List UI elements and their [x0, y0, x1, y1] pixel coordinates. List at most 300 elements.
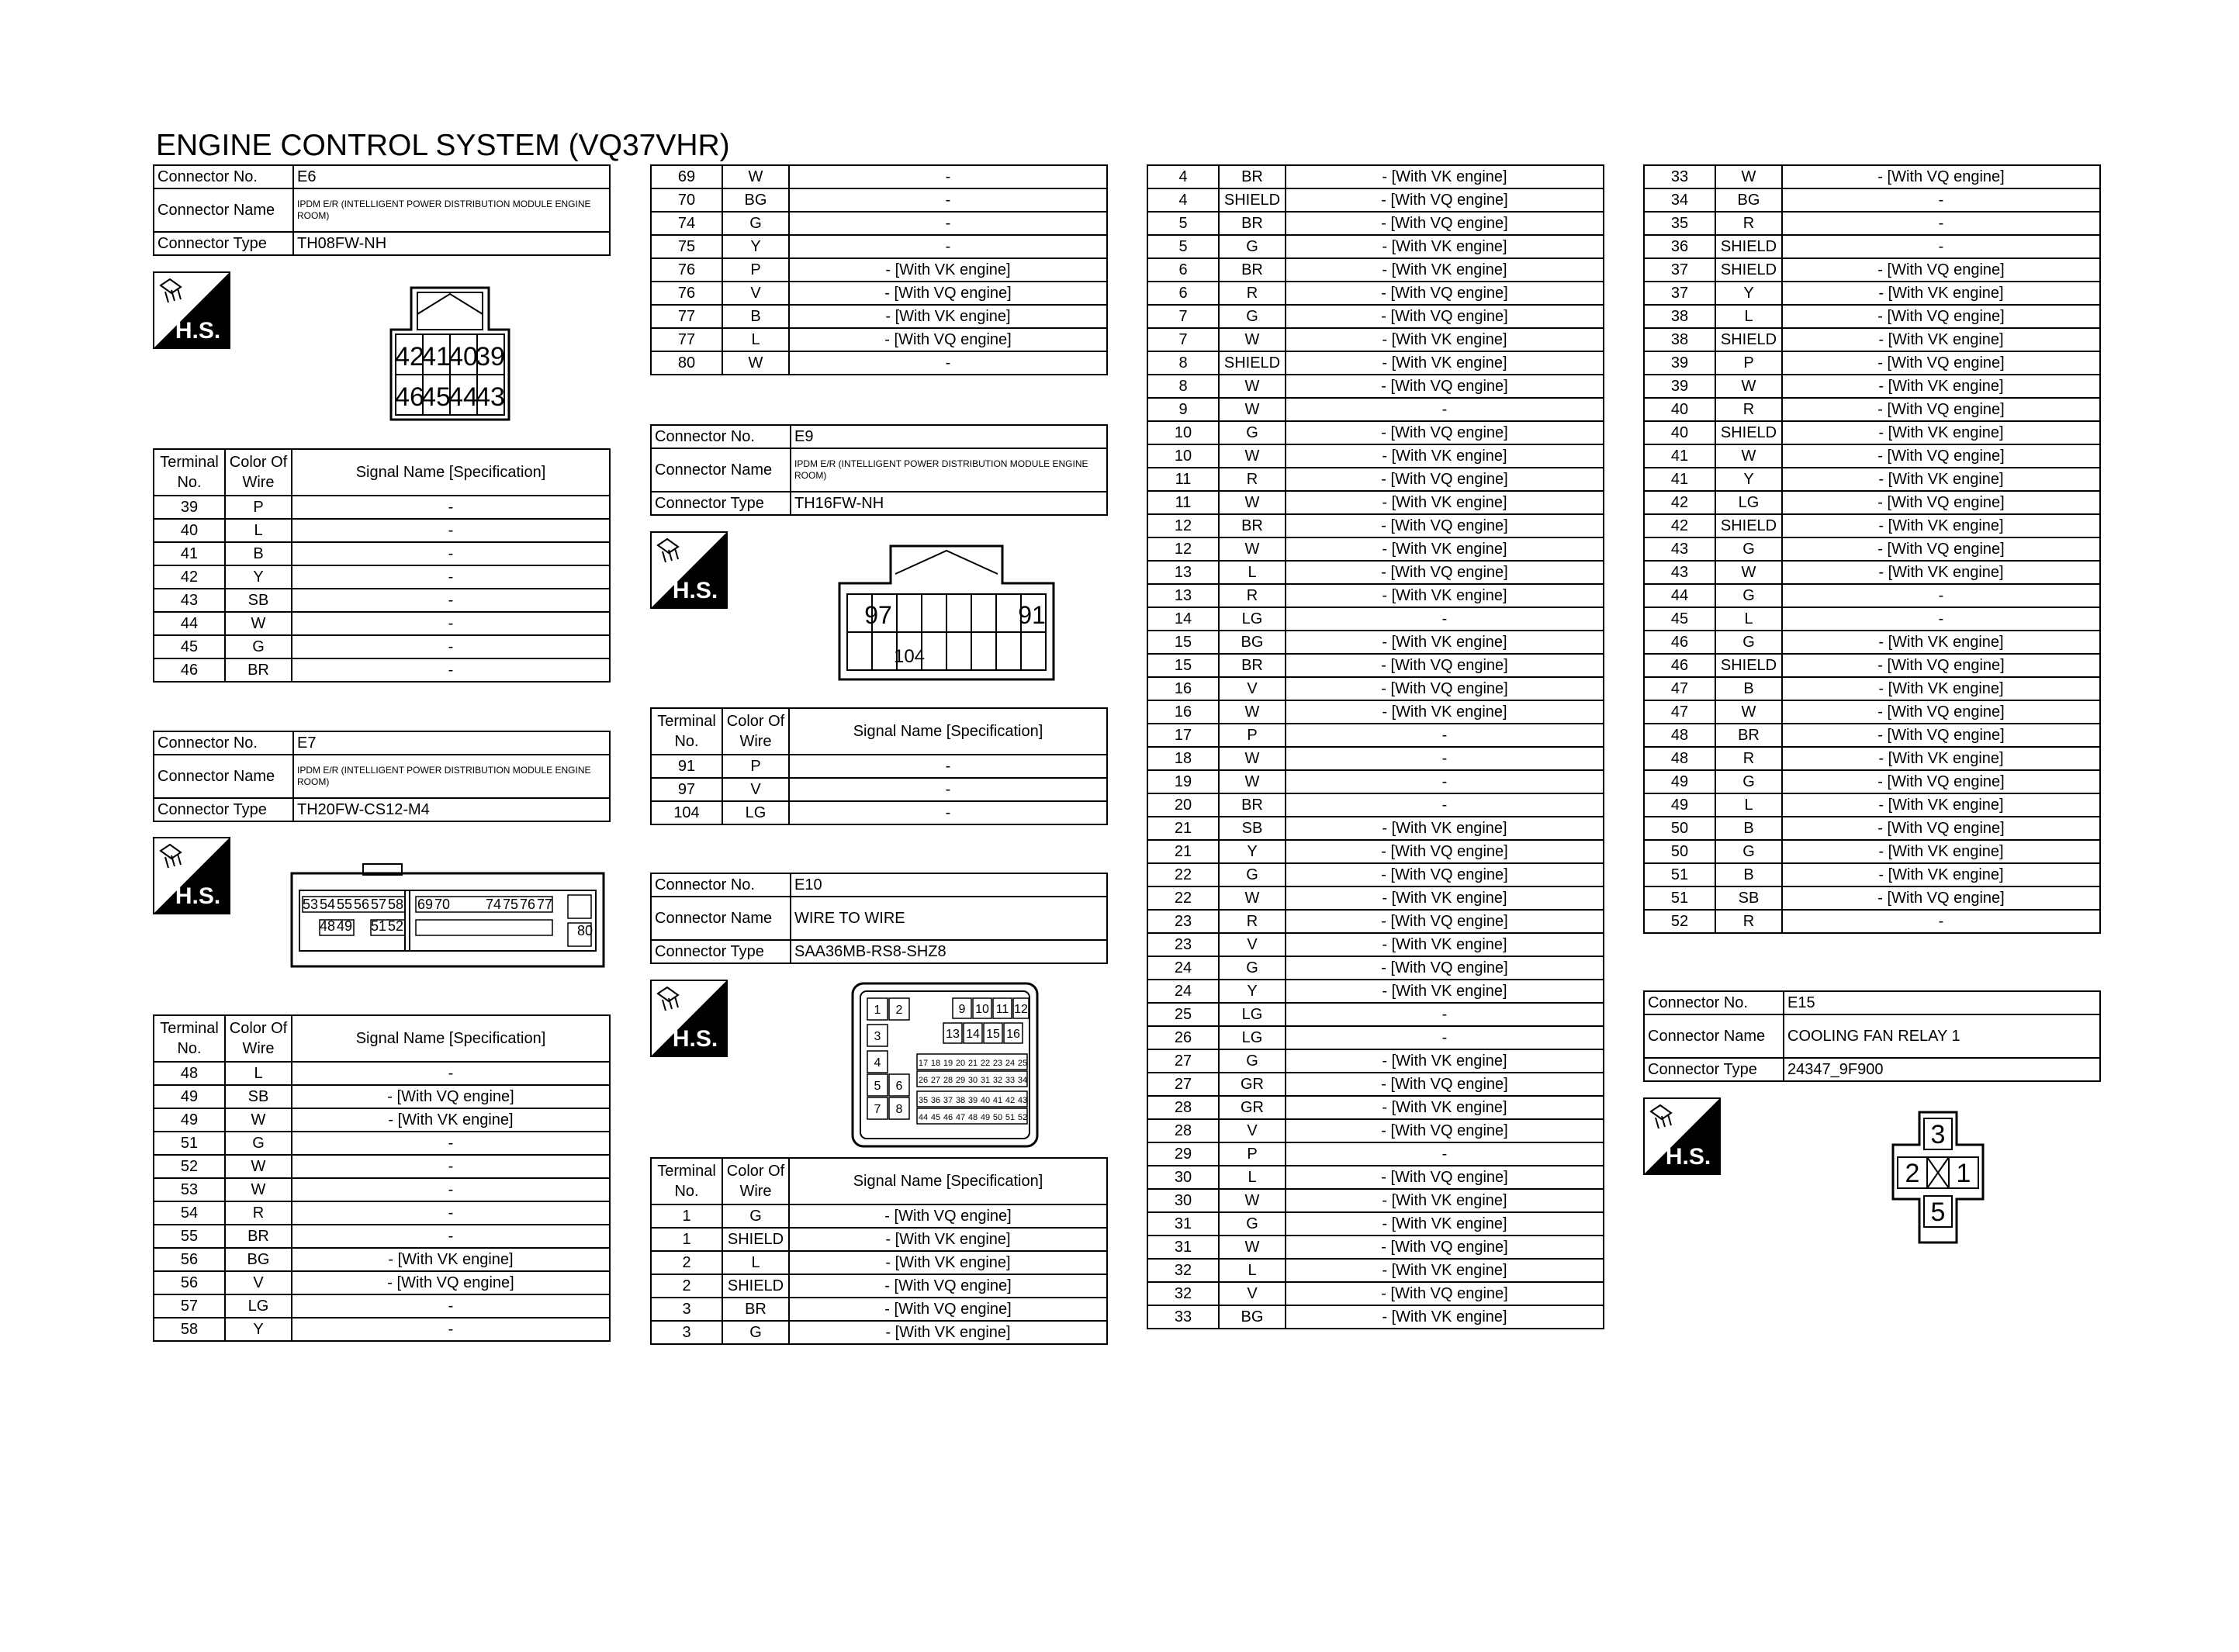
signal-name-cell: - [With VQ engine]: [1286, 375, 1604, 398]
signal-name-cell: - [With VK engine]: [1286, 1096, 1604, 1119]
table-row: [1644, 444, 2100, 468]
wire-color-cell: G: [1715, 584, 1782, 607]
terminal-cell: 38: [1644, 305, 1715, 328]
wire-color-cell: Y: [1715, 282, 1782, 305]
wire-color-cell: G: [722, 1204, 789, 1228]
svg-text:11: 11: [995, 1003, 1009, 1016]
signal-name-cell: -: [1782, 188, 2100, 212]
svg-text:52: 52: [387, 918, 404, 934]
wire-color-cell: V: [722, 778, 789, 801]
signal-name-cell: -: [789, 801, 1107, 824]
wire-color-cell: G: [722, 1321, 789, 1344]
connector-no-label: Connector No.: [651, 873, 791, 897]
signal-name-cell: -: [789, 165, 1107, 188]
table-row: [154, 1201, 610, 1225]
harness-side-icon: [153, 837, 230, 914]
terminal-cell: 16: [1147, 677, 1219, 700]
wire-color-cell: LG: [1219, 1003, 1286, 1026]
table-row: [154, 1108, 610, 1132]
wire-color-cell: W: [1219, 700, 1286, 724]
terminal-cell: 28: [1147, 1096, 1219, 1119]
table-row: [1147, 910, 1604, 933]
table-row: [1644, 514, 2100, 537]
e6-info-table: [153, 164, 611, 256]
terminal-cell: 54: [154, 1201, 225, 1225]
connector-no-label: Connector No.: [154, 731, 293, 755]
svg-text:38: 38: [955, 1096, 966, 1105]
terminal-cell: 22: [1147, 886, 1219, 910]
wire-color-cell: G: [1715, 770, 1782, 793]
pin-3: 3: [1930, 1120, 1946, 1149]
table-row: [1147, 258, 1604, 282]
wire-color-cell: BG: [1219, 1305, 1286, 1329]
terminal-cell: 35: [1644, 212, 1715, 235]
terminal-cell: 3: [651, 1298, 722, 1321]
wire-color-cell: SB: [1219, 817, 1286, 840]
svg-text:16: 16: [1006, 1028, 1020, 1041]
terminal-cell: 8: [1147, 351, 1219, 375]
signal-name-cell: - [With VQ engine]: [1782, 258, 2100, 282]
signal-name-cell: - [With VK engine]: [1286, 537, 1604, 561]
terminal-cell: 31: [1147, 1236, 1219, 1259]
terminal-cell: 56: [154, 1271, 225, 1294]
terminal-cell: 36: [1644, 235, 1715, 258]
connector-type-value: TH16FW-NH: [791, 492, 1107, 515]
wire-color-cell: W: [1219, 375, 1286, 398]
wire-color-cell: W: [722, 165, 789, 188]
table-row: [1644, 654, 2100, 677]
wire-color-cell: G: [1219, 956, 1286, 980]
e9-terminal-table: [650, 707, 1108, 825]
terminal-cell: 51: [154, 1132, 225, 1155]
signal-name-cell: - [With VK engine]: [1782, 840, 2100, 863]
terminal-cell: 17: [1147, 724, 1219, 747]
signal-name-cell: - [With VK engine]: [1286, 165, 1604, 188]
terminal-cell: 74: [651, 212, 722, 235]
wire-color-cell: W: [1219, 1236, 1286, 1259]
connector-type-label: Connector Type: [154, 798, 293, 821]
wire-color-cell: G: [1219, 863, 1286, 886]
terminal-cell: 24: [1147, 980, 1219, 1003]
table-row: [651, 305, 1107, 328]
terminal-cell: 32: [1147, 1282, 1219, 1305]
svg-text:42: 42: [1005, 1096, 1016, 1105]
page-title: ENGINE CONTROL SYSTEM (VQ37VHR): [156, 129, 730, 162]
signal-name-cell: - [With VQ engine]: [1782, 305, 2100, 328]
svg-text:H.S.: H.S.: [672, 1026, 718, 1052]
terminal-cell: 15: [1147, 631, 1219, 654]
table-row: [154, 1132, 610, 1155]
wire-color-cell: SHIELD: [1219, 351, 1286, 375]
connector-no-value: E9: [791, 425, 1107, 448]
svg-text:51: 51: [370, 918, 387, 934]
table-row: [154, 565, 610, 589]
signal-name-cell: -: [292, 1318, 610, 1341]
signal-name-cell: - [With VQ engine]: [1286, 654, 1604, 677]
col-color: Color Of Wire: [722, 708, 789, 755]
signal-name-cell: - [With VQ engine]: [789, 282, 1107, 305]
terminal-cell: 75: [651, 235, 722, 258]
table-row: [1147, 840, 1604, 863]
wire-color-cell: G: [225, 1132, 292, 1155]
terminal-cell: 18: [1147, 747, 1219, 770]
e10-terminal-table: [650, 1157, 1108, 1345]
connector-no-value: E15: [1784, 991, 2100, 1014]
svg-text:13: 13: [946, 1028, 960, 1041]
svg-text:58: 58: [387, 897, 404, 912]
signal-name-cell: - [With VQ engine]: [789, 328, 1107, 351]
signal-name-cell: - [With VK engine]: [1782, 282, 2100, 305]
wire-color-cell: SB: [1715, 886, 1782, 910]
terminal-cell: 19: [1147, 770, 1219, 793]
table-row: [1644, 863, 2100, 886]
table-row: [1147, 817, 1604, 840]
signal-name-cell: - [With VK engine]: [1286, 631, 1604, 654]
wire-color-cell: L: [1219, 1166, 1286, 1189]
terminal-cell: 16: [1147, 700, 1219, 724]
table-row: [1644, 258, 2100, 282]
table-row: [1147, 212, 1604, 235]
terminal-cell: 3: [651, 1321, 722, 1344]
e10-terminal-table-cont-2: [1643, 164, 2101, 934]
table-row: [1147, 631, 1604, 654]
wire-color-cell: BR: [1219, 514, 1286, 537]
wire-color-cell: B: [1715, 817, 1782, 840]
e7-info-table: [153, 731, 611, 822]
terminal-cell: 104: [651, 801, 722, 824]
signal-name-cell: - [With VQ engine]: [1782, 165, 2100, 188]
connector-no-value: E10: [791, 873, 1107, 897]
signal-name-cell: - [With VQ engine]: [1782, 491, 2100, 514]
terminal-cell: 42: [154, 565, 225, 589]
signal-name-cell: - [With VQ engine]: [1286, 561, 1604, 584]
wire-color-cell: G: [1715, 631, 1782, 654]
terminal-cell: 21: [1147, 840, 1219, 863]
signal-name-cell: -: [292, 1225, 610, 1248]
pin-40: 40: [448, 342, 478, 372]
svg-text:49: 49: [980, 1113, 991, 1122]
terminal-cell: 51: [1644, 886, 1715, 910]
signal-name-cell: - [With VK engine]: [1782, 375, 2100, 398]
signal-name-cell: -: [1286, 1003, 1604, 1026]
wire-color-cell: Y: [1219, 840, 1286, 863]
table-row: [1147, 491, 1604, 514]
signal-name-cell: -: [1782, 212, 2100, 235]
svg-text:5: 5: [874, 1080, 881, 1093]
wire-color-cell: SHIELD: [1715, 258, 1782, 282]
signal-name-cell: - [With VQ engine]: [1286, 514, 1604, 537]
col-terminal: Terminal No.: [154, 449, 225, 496]
terminal-cell: 30: [1147, 1166, 1219, 1189]
terminal-cell: 41: [1644, 444, 1715, 468]
terminal-cell: 42: [1644, 491, 1715, 514]
table-row: [1147, 724, 1604, 747]
signal-name-cell: -: [1782, 607, 2100, 631]
svg-text:H.S.: H.S.: [1665, 1144, 1711, 1170]
terminal-cell: 7: [1147, 328, 1219, 351]
signal-name-cell: - [With VK engine]: [1782, 677, 2100, 700]
wire-color-cell: W: [1715, 375, 1782, 398]
svg-text:26: 26: [918, 1076, 929, 1085]
table-row: [1147, 1212, 1604, 1236]
wire-color-cell: BG: [1219, 631, 1286, 654]
terminal-cell: 28: [1147, 1119, 1219, 1142]
table-row: [1147, 328, 1604, 351]
table-row: [1147, 444, 1604, 468]
table-row: [651, 212, 1107, 235]
terminal-cell: 53: [154, 1178, 225, 1201]
wire-color-cell: P: [722, 258, 789, 282]
signal-name-cell: - [With VQ engine]: [789, 1274, 1107, 1298]
table-row: [1644, 537, 2100, 561]
signal-name-cell: - [With VQ engine]: [1782, 770, 2100, 793]
signal-name-cell: -: [292, 1132, 610, 1155]
signal-name-cell: - [With VK engine]: [1782, 863, 2100, 886]
connector-type-label: Connector Type: [1644, 1058, 1784, 1081]
table-row: [1147, 305, 1604, 328]
signal-name-cell: -: [292, 542, 610, 565]
svg-text:43: 43: [1017, 1096, 1028, 1105]
wire-color-cell: Y: [722, 235, 789, 258]
table-row: [1147, 584, 1604, 607]
terminal-cell: 6: [1147, 282, 1219, 305]
wire-color-cell: P: [1715, 351, 1782, 375]
table-row: [1147, 980, 1604, 1003]
signal-name-cell: -: [1286, 724, 1604, 747]
svg-text:8: 8: [895, 1103, 903, 1116]
svg-text:75: 75: [502, 897, 519, 912]
svg-text:30: 30: [967, 1076, 978, 1085]
signal-name-cell: - [With VK engine]: [1286, 817, 1604, 840]
svg-text:1: 1: [874, 1004, 881, 1017]
wire-color-cell: W: [1715, 700, 1782, 724]
table-row: [1147, 537, 1604, 561]
table-row: [154, 1085, 610, 1108]
wire-color-cell: B: [1715, 863, 1782, 886]
svg-text:57: 57: [370, 897, 387, 912]
signal-name-cell: -: [789, 212, 1107, 235]
svg-text:17: 17: [918, 1059, 929, 1068]
wire-color-cell: B: [225, 542, 292, 565]
wire-color-cell: G: [1715, 840, 1782, 863]
wire-color-cell: G: [1219, 305, 1286, 328]
terminal-cell: 45: [1644, 607, 1715, 631]
pin-46: 46: [395, 382, 424, 412]
table-row: [1644, 398, 2100, 421]
signal-name-cell: - [With VK engine]: [1286, 444, 1604, 468]
signal-name-cell: - [With VK engine]: [1286, 933, 1604, 956]
terminal-cell: 76: [651, 282, 722, 305]
signal-name-cell: -: [1782, 910, 2100, 933]
wire-color-cell: LG: [1715, 491, 1782, 514]
table-row: [1147, 282, 1604, 305]
table-row: [1644, 375, 2100, 398]
pin-91: 91: [1018, 601, 1046, 629]
e10-info-table: [650, 873, 1108, 964]
signal-name-cell: - [With VQ engine]: [1286, 910, 1604, 933]
table-row: [1147, 1305, 1604, 1329]
table-row: [1644, 421, 2100, 444]
terminal-cell: 44: [154, 612, 225, 635]
table-row: [1147, 1003, 1604, 1026]
signal-name-cell: - [With VQ engine]: [1286, 1119, 1604, 1142]
e10-connector-face: [850, 981, 1040, 1153]
table-row: [1147, 235, 1604, 258]
signal-name-cell: - [With VK engine]: [789, 258, 1107, 282]
svg-text:7: 7: [874, 1103, 881, 1116]
table-row: [1147, 1259, 1604, 1282]
terminal-cell: 46: [154, 658, 225, 682]
signal-name-cell: - [With VK engine]: [1286, 328, 1604, 351]
wire-color-cell: R: [1715, 910, 1782, 933]
wire-color-cell: BR: [1219, 212, 1286, 235]
signal-name-cell: - [With VK engine]: [292, 1248, 610, 1271]
wire-color-cell: R: [1715, 212, 1782, 235]
signal-name-cell: - [With VQ engine]: [1286, 1236, 1604, 1259]
terminal-cell: 43: [1644, 561, 1715, 584]
wire-color-cell: BR: [1219, 654, 1286, 677]
wire-color-cell: L: [225, 519, 292, 542]
wire-color-cell: W: [1715, 444, 1782, 468]
signal-name-cell: - [With VK engine]: [1286, 584, 1604, 607]
table-row: [1147, 607, 1604, 631]
table-row: [1644, 188, 2100, 212]
svg-text:4: 4: [874, 1056, 881, 1070]
terminal-cell: 34: [1644, 188, 1715, 212]
table-row: [1147, 1282, 1604, 1305]
table-row: [154, 1225, 610, 1248]
signal-name-cell: - [With VK engine]: [1286, 1305, 1604, 1329]
terminal-cell: 26: [1147, 1026, 1219, 1049]
svg-text:6: 6: [895, 1080, 903, 1093]
table-row: [1644, 282, 2100, 305]
wire-color-cell: L: [225, 1062, 292, 1085]
wire-color-cell: V: [1219, 933, 1286, 956]
signal-name-cell: -: [292, 1294, 610, 1318]
e9-info-table: [650, 424, 1108, 516]
wire-color-cell: B: [722, 305, 789, 328]
terminal-cell: 12: [1147, 537, 1219, 561]
wire-color-cell: BR: [1715, 724, 1782, 747]
table-row: [651, 1321, 1107, 1344]
wire-color-cell: W: [1715, 165, 1782, 188]
terminal-cell: 11: [1147, 468, 1219, 491]
terminal-cell: 52: [154, 1155, 225, 1178]
connector-no-label: Connector No.: [154, 165, 293, 188]
table-row: [1644, 886, 2100, 910]
table-row: [1147, 351, 1604, 375]
table-row: [154, 1062, 610, 1085]
terminal-cell: 30: [1147, 1189, 1219, 1212]
wire-color-cell: L: [1219, 561, 1286, 584]
connector-name-value: WIRE TO WIRE: [791, 897, 1107, 940]
terminal-cell: 45: [154, 635, 225, 658]
svg-text:21: 21: [967, 1059, 978, 1068]
svg-text:18: 18: [930, 1059, 941, 1068]
signal-name-cell: - [With VQ engine]: [1286, 282, 1604, 305]
terminal-cell: 39: [1644, 375, 1715, 398]
table-row: [1644, 770, 2100, 793]
harness-side-icon: [650, 531, 728, 609]
terminal-cell: 55: [154, 1225, 225, 1248]
wire-color-cell: L: [722, 1251, 789, 1274]
svg-text:H.S.: H.S.: [672, 578, 718, 603]
wire-color-cell: GR: [1219, 1096, 1286, 1119]
wire-color-cell: L: [1715, 793, 1782, 817]
table-row: [1147, 1073, 1604, 1096]
signal-name-cell: - [With VQ engine]: [1782, 886, 2100, 910]
svg-text:23: 23: [992, 1059, 1003, 1068]
table-row: [1644, 305, 2100, 328]
terminal-cell: 43: [154, 589, 225, 612]
terminal-cell: 58: [154, 1318, 225, 1341]
terminal-cell: 8: [1147, 375, 1219, 398]
harness-side-icon: [153, 271, 230, 349]
terminal-cell: 52: [1644, 910, 1715, 933]
table-row: [154, 1271, 610, 1294]
wire-color-cell: W: [225, 1178, 292, 1201]
svg-text:34: 34: [1017, 1076, 1028, 1085]
svg-text:70: 70: [434, 897, 451, 912]
table-row: [1147, 514, 1604, 537]
signal-name-cell: - [With VQ engine]: [1286, 188, 1604, 212]
wire-color-cell: BG: [1715, 188, 1782, 212]
table-row: [1644, 677, 2100, 700]
e7-terminal-table: [153, 1014, 611, 1342]
signal-name-cell: -: [292, 1062, 610, 1085]
col-terminal: Terminal No.: [154, 1015, 225, 1062]
terminal-cell: 57: [154, 1294, 225, 1318]
wire-color-cell: W: [1219, 1189, 1286, 1212]
terminal-cell: 10: [1147, 444, 1219, 468]
table-row: [1147, 1142, 1604, 1166]
terminal-cell: 69: [651, 165, 722, 188]
col-color: Color Of Wire: [225, 1015, 292, 1062]
connector-type-label: Connector Type: [651, 492, 791, 515]
table-row: [1147, 933, 1604, 956]
terminal-cell: 7: [1147, 305, 1219, 328]
signal-name-cell: -: [789, 188, 1107, 212]
terminal-cell: 23: [1147, 933, 1219, 956]
table-row: [651, 165, 1107, 188]
wire-color-cell: R: [1715, 747, 1782, 770]
svg-text:47: 47: [955, 1113, 966, 1122]
signal-name-cell: - [With VQ engine]: [1286, 212, 1604, 235]
table-row: [1644, 165, 2100, 188]
wire-color-cell: G: [1219, 1212, 1286, 1236]
wire-color-cell: L: [1715, 305, 1782, 328]
svg-text:12: 12: [1014, 1003, 1028, 1016]
pin-42: 42: [395, 342, 424, 372]
wire-color-cell: SHIELD: [1715, 514, 1782, 537]
wire-color-cell: G: [1219, 1049, 1286, 1073]
terminal-cell: 47: [1644, 677, 1715, 700]
e10-terminal-table-cont: [1147, 164, 1604, 1329]
svg-text:9: 9: [958, 1003, 966, 1016]
table-row: [154, 1178, 610, 1201]
table-row: [1147, 1119, 1604, 1142]
wire-color-cell: W: [1219, 537, 1286, 561]
col-terminal: Terminal No.: [651, 708, 722, 755]
svg-text:80: 80: [576, 923, 593, 938]
table-row: [1147, 421, 1604, 444]
signal-name-cell: - [With VK engine]: [1286, 235, 1604, 258]
svg-text:14: 14: [966, 1028, 980, 1041]
table-row: [1147, 375, 1604, 398]
signal-name-cell: - [With VK engine]: [1782, 561, 2100, 584]
signal-name-cell: - [With VK engine]: [1286, 1259, 1604, 1282]
terminal-cell: 5: [1147, 212, 1219, 235]
